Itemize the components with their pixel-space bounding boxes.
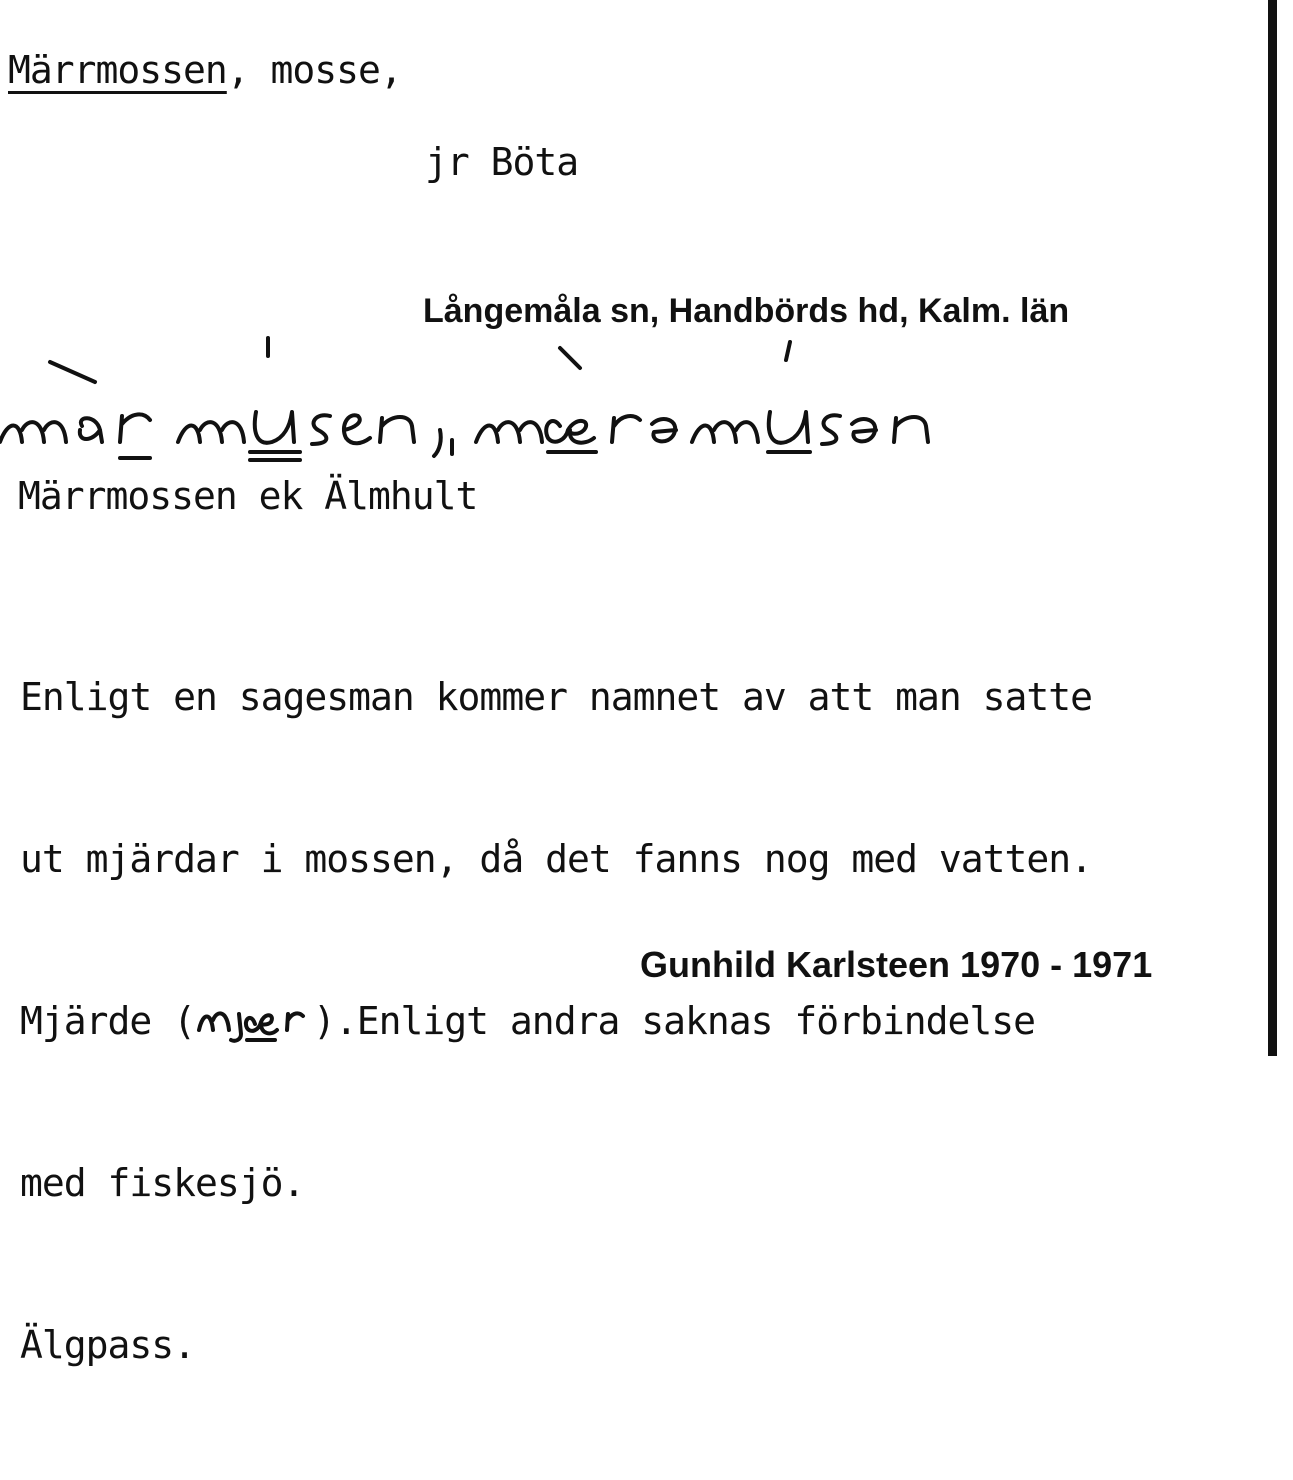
body-text [20, 562, 1092, 1480]
headword-line [8, 44, 402, 96]
mjarde-phonetic [195, 998, 313, 1044]
body-line-5: Älgpass. [20, 1323, 196, 1367]
headword: Märrmossen [8, 48, 227, 92]
signature: Gunhild Karlsteen 1970 - 1971 [640, 944, 1153, 985]
body-line-1: Enligt en sagesman kommer namnet av att man satte [20, 675, 1093, 719]
parish-line: jr Böta [425, 140, 579, 184]
body-line-4: med fiskesjö. [20, 1161, 305, 1205]
crossref-line: Märrmossen ek Älmhult [18, 474, 478, 518]
mjarde-word: Mjärde ( [20, 999, 196, 1043]
phonetic-transcription [0, 330, 960, 470]
headword-suffix: , mosse, [226, 48, 402, 92]
mjarde-after: ).Enligt andra saknas förbindelse [313, 999, 1036, 1043]
card-edge-line [1268, 0, 1277, 1056]
body-line-2: ut mjärdar i mossen, då det fanns nog med vatten. [20, 837, 1093, 881]
location-line: Långemåla sn, Handbörds hd, Kalm. län [423, 292, 1070, 330]
body-line-3 [20, 994, 1092, 1048]
